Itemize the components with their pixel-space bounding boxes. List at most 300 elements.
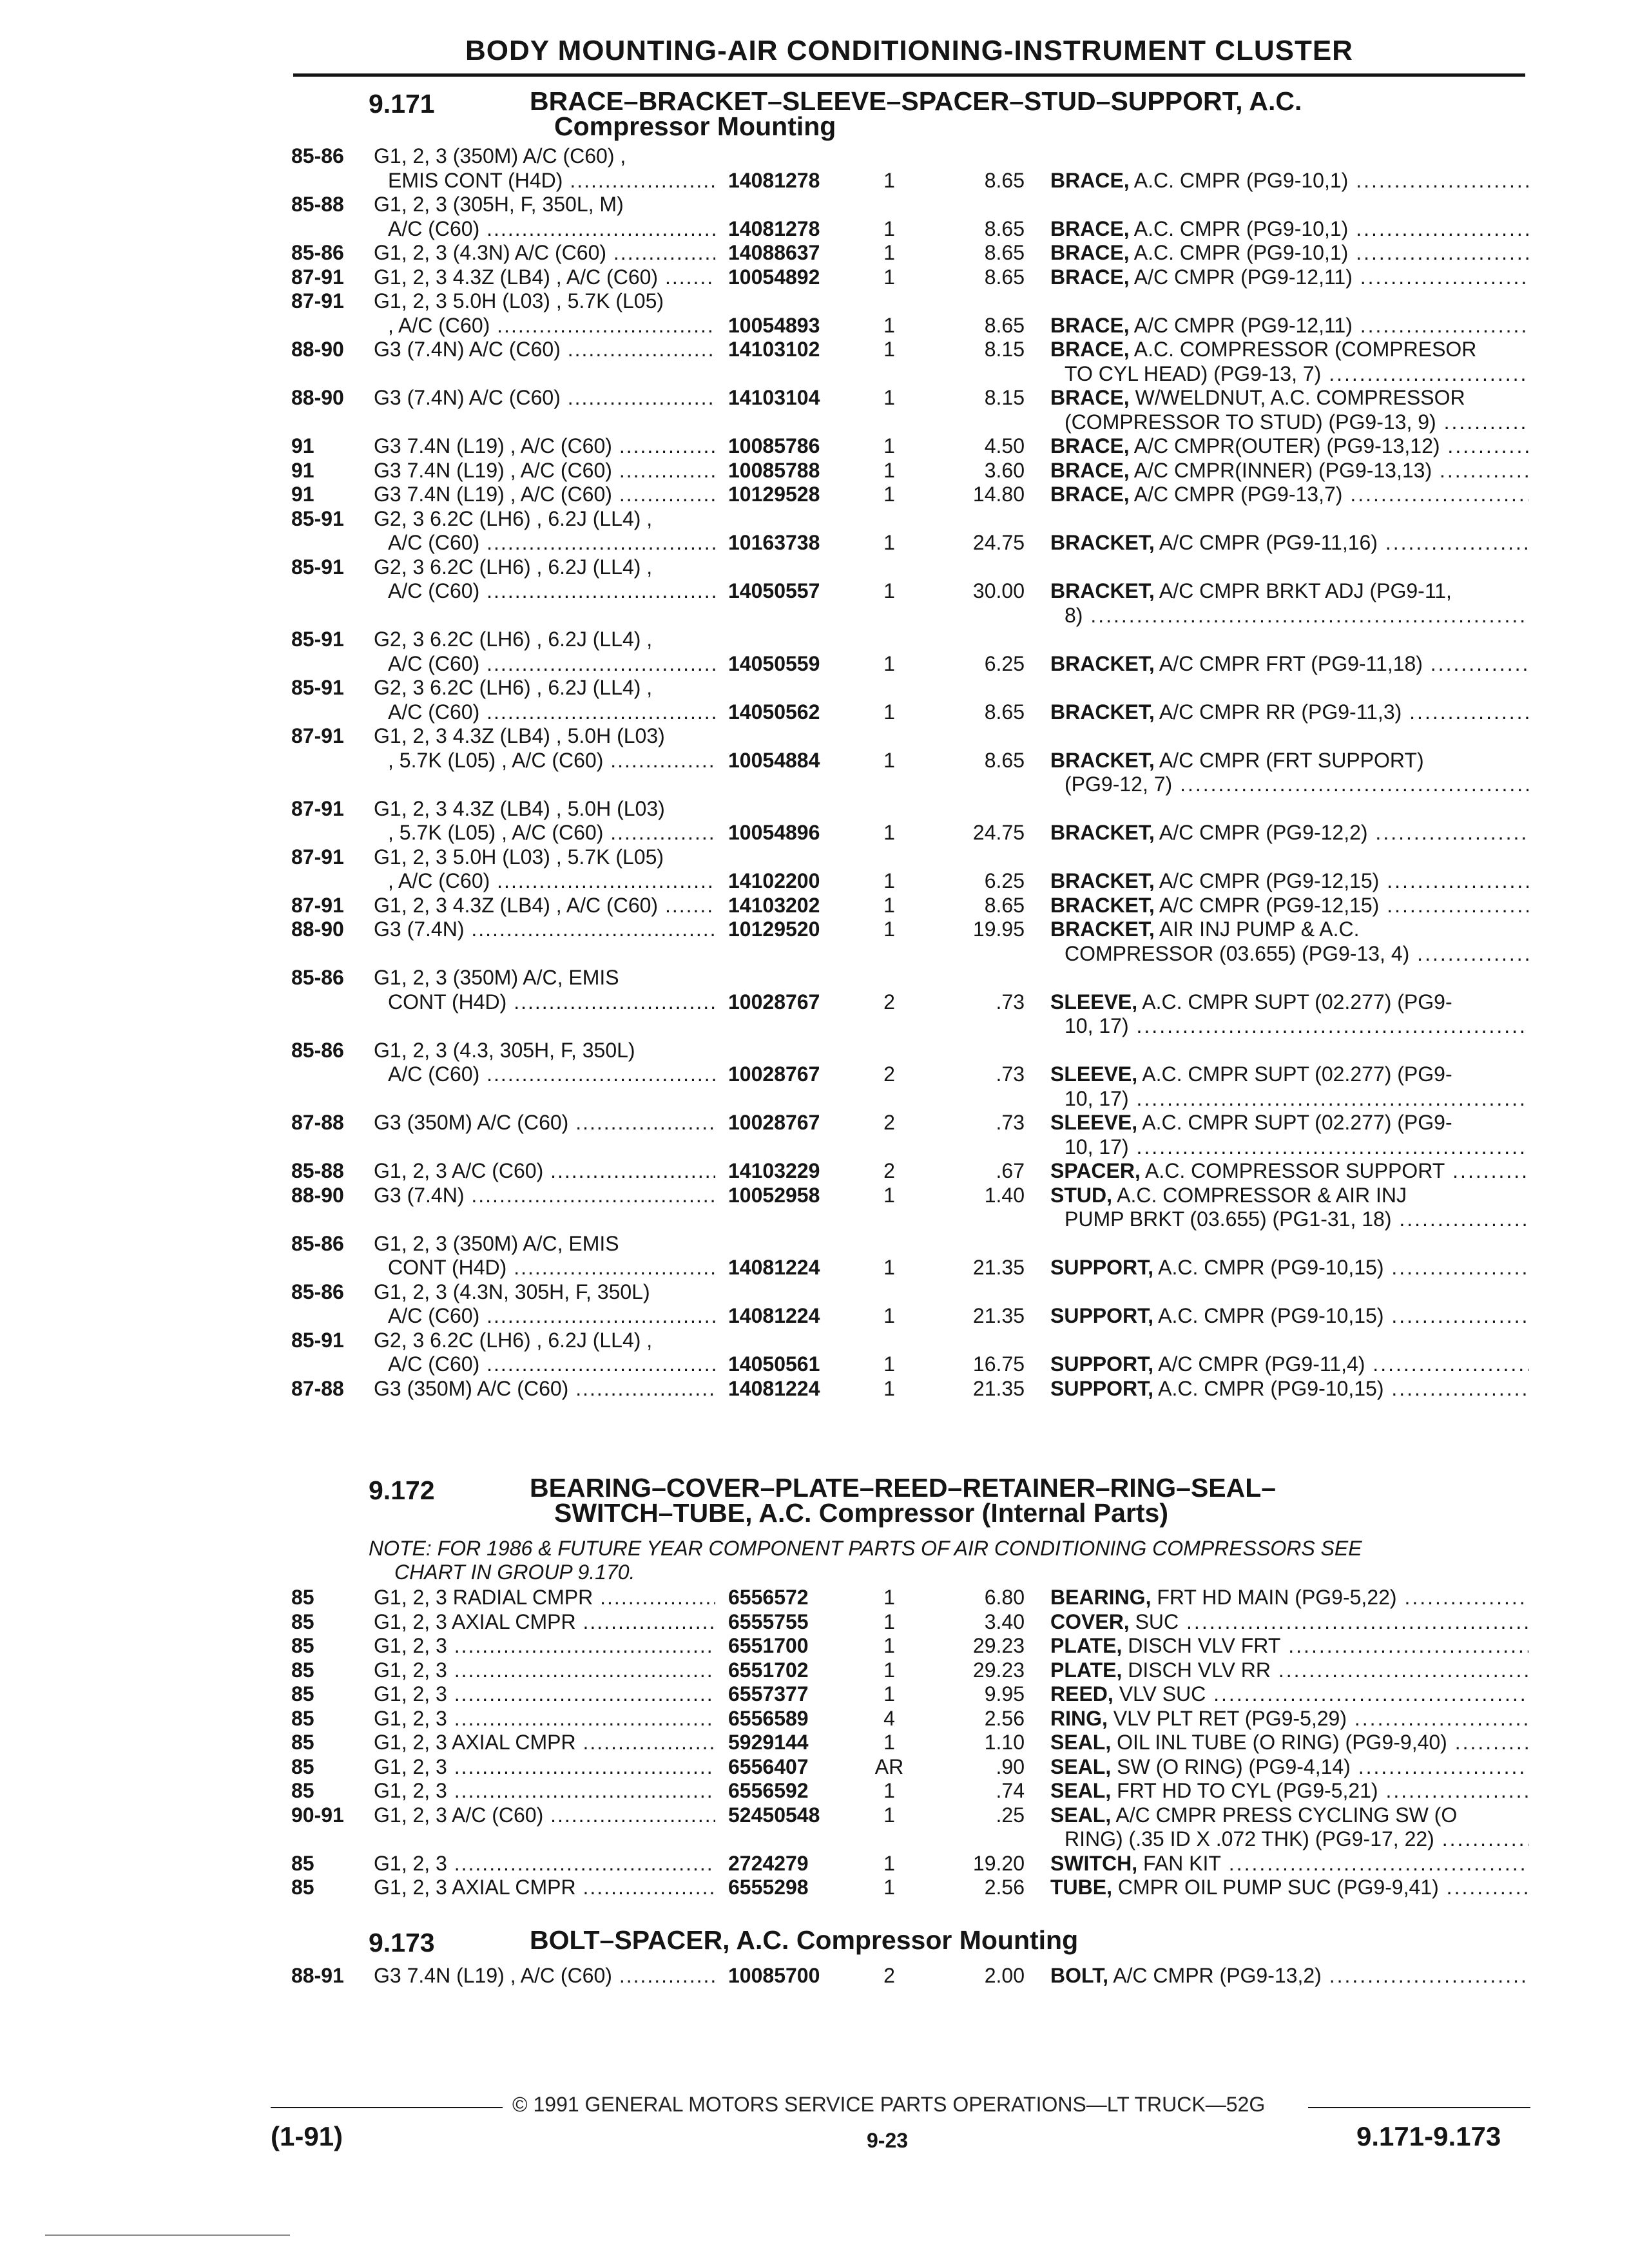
application-line: G1, 2, 3 (350M) A/C (C60) , [374,144,626,168]
application [374,894,715,918]
quantity: 1 [883,1183,895,1207]
price: 8.65 [984,313,1025,337]
price: 29.23 [972,1634,1025,1657]
application [374,193,715,241]
price: 6.25 [984,869,1025,892]
model-years: 91 [291,458,314,482]
price: 19.95 [972,918,1025,941]
model-years: 87-91 [291,845,344,869]
description [1050,1634,1528,1658]
page-title: BODY MOUNTING-AIR CONDITIONING-INSTRUMENT CLUSTER [465,35,1353,66]
part-name: SUPPORT, [1050,1304,1154,1327]
quantity: 1 [883,1634,895,1657]
description-text: A/C CMPR(INNER) (PG9-13,13) [1129,458,1432,482]
application-line: G1, 2, 3 RADIAL CMPR ..... [374,1586,715,1610]
application [374,386,715,410]
description [1050,265,1528,290]
description-text: A.C. CMPR SUPT (02.277) (PG9- [1137,990,1452,1014]
description [1050,1964,1528,1988]
part-number: 10163738 [728,531,820,554]
part-entry [0,1658,1629,1683]
description-text: A/C CMPR BRKT ADJ (PG9-11, [1154,579,1452,602]
description-text: A.C. COMPRESSOR SUPPORT [1140,1159,1445,1182]
quantity: 4 [883,1706,895,1730]
price: .73 [996,1111,1025,1134]
price: 1.40 [984,1183,1025,1207]
part-number: 10052958 [728,1183,820,1207]
quantity: 1 [883,1352,895,1376]
part-entry [0,459,1629,483]
section-title-line: BOLT–SPACER, A.C. Compressor Mounting [530,1925,1079,1955]
quantity: 1 [883,241,895,264]
quantity: 1 [883,1586,895,1609]
description-text: A.C. CMPR (PG9-10,1) [1129,168,1349,192]
part-number: 6556407 [728,1754,809,1778]
description-line [1050,531,1528,555]
part-name: BRACE, [1050,313,1130,337]
application-line: G1, 2, 3 (4.3N, 305H, F, 350L) [374,1280,650,1303]
model-years: 91 [291,483,314,506]
part-entry [0,1377,1629,1401]
application [374,1779,715,1803]
description-text: FAN KIT [1137,1851,1221,1875]
section-title [530,1475,1535,1526]
application [374,845,715,894]
description-line [1050,652,1528,677]
description [1050,652,1528,677]
application-line: A/C (C60) ..... [374,1062,715,1087]
description [1050,217,1528,242]
description [1050,1304,1528,1329]
part-name: COVER, [1050,1610,1130,1633]
part-number: 10085788 [728,458,820,482]
part-name: BOLT, [1050,1964,1109,1987]
application-line: G3 7.4N (L19) , A/C (C60) ..... [374,483,715,507]
application [374,1184,715,1208]
section-number: 9.172 [369,1475,435,1505]
part-name: PLATE, [1050,1658,1123,1682]
section-note [369,1537,1528,1584]
part-number: 6555755 [728,1610,809,1633]
description [1050,1256,1528,1280]
part-name: BRACE, [1050,458,1130,482]
quantity: 1 [883,1304,895,1327]
description-text: SW (O RING) (PG9-4,14) [1111,1754,1351,1778]
description [1050,1803,1528,1852]
part-number: 14050562 [728,700,820,724]
model-years: 87-88 [291,1376,344,1400]
part-name: SLEEVE, [1050,1062,1138,1086]
application [374,459,715,483]
part-number: 10129520 [728,918,820,941]
description-text: A/C CMPR (PG9-11,4) [1153,1352,1365,1376]
model-years: 85 [291,1779,314,1802]
part-number: 10085786 [728,434,820,457]
model-years: 85-86 [291,1280,344,1303]
application-line: G3 (7.4N) ..... [374,918,715,942]
part-name: RING, [1050,1706,1108,1730]
price: 8.65 [984,241,1025,264]
quantity: 1 [883,458,895,482]
part-number: 14103202 [728,893,820,917]
price: 3.60 [984,458,1025,482]
part-name: BRACE, [1050,434,1130,457]
application [374,507,715,555]
part-name: SLEEVE, [1050,1111,1138,1134]
application-line: G1, 2, 3 5.0H (L03) , 5.7K (L05) [374,289,664,312]
quantity: 1 [883,1779,895,1802]
application [374,1803,715,1828]
quantity: 1 [883,338,895,361]
part-number: 14050557 [728,579,820,602]
part-name: REED, [1050,1682,1113,1706]
description-line [1050,869,1528,894]
price: 8.65 [984,216,1025,240]
description-line [1050,314,1528,338]
part-entry [0,1779,1629,1803]
part-number: 2724279 [728,1851,809,1875]
part-entry [0,1159,1629,1184]
part-number: 6556592 [728,1779,809,1802]
part-number: 10054884 [728,748,820,772]
part-number: 6556589 [728,1706,809,1730]
description-line: (COMPRESSOR TO STUD) (PG9-13, 9) ..... [1050,410,1528,435]
part-name: BRACE, [1050,338,1130,361]
price: 8.65 [984,700,1025,724]
description-text: A.C. COMPRESSOR & AIR INJ [1112,1183,1407,1207]
description-text: A.C. CMPR SUPT (02.277) (PG9- [1137,1111,1452,1134]
application [374,1280,715,1329]
model-years: 85-86 [291,1231,344,1255]
description-line [1050,1586,1528,1610]
part-number: 14103104 [728,386,820,409]
price: .67 [996,1159,1025,1182]
description-line [1050,1184,1528,1208]
description-text: A/C CMPR (PG9-13,2) [1108,1964,1322,1987]
part-entry [0,797,1629,845]
price: 6.80 [984,1586,1025,1609]
part-number: 6556572 [728,1586,809,1609]
part-name: SWITCH, [1050,1851,1138,1875]
quantity: 1 [883,1803,895,1827]
section-title-line: BEARING–COVER–PLATE–REED–RETAINER–RING–SEAL– [530,1473,1277,1503]
description-line [1050,1682,1528,1707]
quantity: 1 [883,1610,895,1633]
application [374,966,715,1014]
description [1050,1586,1528,1610]
description-line [1050,749,1528,773]
description [1050,1755,1528,1780]
part-entry [0,1634,1629,1658]
part-entry [0,894,1629,918]
quantity: 1 [883,1658,895,1682]
description-text: OIL INL TUBE (O RING) (PG9-9,40) [1111,1731,1447,1754]
model-years: 85-88 [291,193,344,216]
part-name: BRACKET, [1050,579,1155,602]
part-name: BRACKET, [1050,700,1155,724]
footer-rule-left [271,2107,503,2108]
application-line: A/C (C60) ..... [374,217,715,242]
application [374,628,715,676]
application-line: G2, 3 6.2C (LH6) , 6.2J (LL4) , [374,628,653,651]
model-years: 85 [291,1706,314,1730]
part-name: SEAL, [1050,1803,1112,1827]
part-name: SUPPORT, [1050,1352,1154,1376]
description [1050,483,1528,507]
description [1050,1731,1528,1755]
model-years: 85-88 [291,1159,344,1182]
description [1050,1062,1528,1111]
description [1050,821,1528,845]
description-line [1050,1876,1528,1900]
part-entry [0,966,1629,1037]
description-line [1050,1658,1528,1683]
footer-date: (1-91) [271,2121,343,2151]
description [1050,1682,1528,1707]
part-entry [0,1803,1629,1852]
description [1050,990,1528,1039]
description-text: A/C CMPR (PG9-12,11) [1129,313,1353,337]
model-years: 85-86 [291,241,344,264]
description-text: A/C CMPR RR (PG9-11,3) [1154,700,1402,724]
application-line: G3 (350M) A/C (C60) ..... [374,1377,715,1401]
part-name: SEAL, [1050,1731,1112,1754]
price: 1.10 [984,1731,1025,1754]
part-name: BRACE, [1050,168,1130,192]
section-number: 9.171 [369,89,435,119]
application-line: G3 (7.4N) A/C (C60) ..... [374,386,715,410]
price: 8.65 [984,748,1025,772]
model-years: 87-91 [291,724,344,747]
part-entry [0,1755,1629,1780]
description [1050,579,1528,628]
part-number: 10028767 [728,1111,820,1134]
description-text: A.C. CMPR SUPT (02.277) (PG9- [1137,1062,1452,1086]
description-text: A/C CMPR (PG9-12,2) [1154,821,1368,844]
quantity: 1 [883,216,895,240]
model-years: 85 [291,1731,314,1754]
application [374,1852,715,1876]
description-line [1050,1610,1528,1635]
note-line: NOTE: FOR 1986 & FUTURE YEAR COMPONENT PARTS OF AIR CONDITIONING COMPRESSORS SEE [369,1537,1362,1560]
description [1050,1610,1528,1635]
part-name: SEAL, [1050,1779,1112,1802]
application-line: G1, 2, 3 A/C (C60) ..... [374,1159,715,1184]
model-years: 85-91 [291,628,344,651]
application-line: G3 (350M) A/C (C60) ..... [374,1111,715,1135]
part-entry [0,483,1629,507]
footer-copyright: © 1991 GENERAL MOTORS SERVICE PARTS OPERATIONS—LT TRUCK—52G [512,2093,1266,2116]
application-line: , 5.7K (L05) , A/C (C60) ..... [374,749,715,773]
description-text: A/C CMPR (FRT SUPPORT) [1154,748,1424,772]
page-header [293,32,1525,77]
description [1050,869,1528,894]
description-line [1050,579,1528,604]
description-line [1050,1852,1528,1876]
application [374,1682,715,1707]
quantity: 1 [883,700,895,724]
application [374,265,715,290]
part-entry [0,1232,1629,1280]
description-text: AIR INJ PUMP & A.C. [1154,918,1360,941]
description-text: A.C. COMPRESSOR (COMPRESOR [1129,338,1477,361]
part-name: BRACKET, [1050,651,1155,675]
part-entry [0,386,1629,434]
description-text: A/C CMPR PRESS CYCLING SW (O [1111,1803,1458,1827]
description-text: DISCH VLV RR [1122,1658,1271,1682]
quantity: 1 [883,434,895,457]
description-line [1050,386,1528,410]
description-line [1050,1111,1528,1135]
description-text: A.C. CMPR (PG9-10,1) [1129,216,1349,240]
application-line: , A/C (C60) ..... [374,314,715,338]
part-name: SUPPORT, [1050,1256,1154,1279]
description-line: (PG9-12, 7) ..... [1050,773,1528,797]
description-text: A/C CMPR (PG9-12,11) [1129,265,1353,289]
quantity: 2 [883,1111,895,1134]
application [374,1586,715,1610]
application [374,1039,715,1087]
part-name: BRACE, [1050,483,1130,506]
description-line [1050,338,1528,362]
quantity: 1 [883,748,895,772]
application-line: G1, 2, 3 5.0H (L03) , 5.7K (L05) [374,845,664,869]
part-name: BEARING, [1050,1586,1152,1609]
quantity: 2 [883,1159,895,1182]
description [1050,1658,1528,1683]
application-line: G1, 2, 3 AXIAL CMPR ..... [374,1610,715,1635]
description [1050,749,1528,797]
application-line: , 5.7K (L05) , A/C (C60) ..... [374,821,715,845]
application-line: G3 (7.4N) A/C (C60) ..... [374,338,715,362]
part-number: 14081224 [728,1304,820,1327]
price: .25 [996,1803,1025,1827]
description-line [1050,1634,1528,1658]
part-name: BRACKET, [1050,821,1155,844]
price: .74 [996,1779,1025,1802]
application-line: A/C (C60) ..... [374,652,715,677]
description [1050,459,1528,483]
quantity: 1 [883,893,895,917]
part-entry [0,1280,1629,1329]
application-line: A/C (C60) ..... [374,579,715,604]
part-number: 14081278 [728,216,820,240]
description [1050,338,1528,386]
description-line: 10, 17) ..... [1050,1135,1528,1160]
price: 24.75 [972,821,1025,844]
price: 29.23 [972,1658,1025,1682]
application [374,797,715,845]
application [374,338,715,362]
part-name: BRACKET, [1050,893,1155,917]
application [374,434,715,459]
price: 19.20 [972,1851,1025,1875]
application [374,1111,715,1135]
application-line: G1, 2, 3 (4.3, 305H, F, 350L) [374,1038,635,1062]
description-line [1050,1062,1528,1087]
price: 4.50 [984,434,1025,457]
quantity: 1 [883,1682,895,1706]
application-line: G1, 2, 3 4.3Z (LB4) , 5.0H (L03) [374,724,665,747]
application-line: A/C (C60) ..... [374,1352,715,1377]
application-line: , A/C (C60) ..... [374,869,715,894]
model-years: 87-88 [291,1111,344,1134]
part-number: 14081224 [728,1376,820,1400]
application-line: G1, 2, 3 ..... [374,1682,715,1707]
description-line [1050,1964,1528,1988]
part-number: 6555298 [728,1876,809,1899]
model-years: 85-86 [291,966,344,989]
description-text: A/C CMPR (PG9-11,16) [1154,531,1378,554]
application [374,289,715,338]
part-entry [0,1329,1629,1377]
section-title-line: Compressor Mounting [554,111,836,141]
quantity: 1 [883,651,895,675]
footer-page-number: 9-23 [867,2129,909,2152]
description [1050,1707,1528,1731]
model-years: 87-91 [291,289,344,312]
application [374,1876,715,1900]
part-number: 14103229 [728,1159,820,1182]
part-number: 14081278 [728,168,820,192]
description-line [1050,1159,1528,1184]
model-years: 85-91 [291,555,344,579]
application-line: G1, 2, 3 AXIAL CMPR ..... [374,1876,715,1900]
model-years: 87-91 [291,265,344,289]
description-line: RING) (.35 ID X .072 THK) (PG9-17, 22) ..... [1050,1827,1528,1852]
price: 3.40 [984,1610,1025,1633]
price: 30.00 [972,579,1025,602]
part-entry [0,144,1629,193]
description [1050,1111,1528,1159]
description-line: PUMP BRKT (03.655) (PG1-31, 18) ..... [1050,1207,1528,1232]
description-line [1050,1256,1528,1280]
part-number: 10028767 [728,1062,820,1086]
model-years: 87-91 [291,893,344,917]
model-years: 85 [291,1876,314,1899]
description-line: TO CYL HEAD) (PG9-13, 7) ..... [1050,362,1528,387]
description-line [1050,483,1528,507]
part-entry [0,918,1629,966]
model-years: 88-90 [291,918,344,941]
application-line: G1, 2, 3 ..... [374,1634,715,1658]
application [374,1658,715,1683]
part-entry [0,1682,1629,1707]
application-line: G1, 2, 3 ..... [374,1658,715,1683]
quantity: 1 [883,1851,895,1875]
description-line [1050,700,1528,725]
application [374,1232,715,1280]
model-years: 88-90 [291,1183,344,1207]
part-name: BRACKET, [1050,531,1155,554]
part-entry [0,1184,1629,1232]
description [1050,314,1528,338]
application [374,555,715,604]
description-text: SUC [1129,1610,1179,1633]
price: 6.25 [984,651,1025,675]
quantity: 1 [883,1256,895,1279]
description [1050,1352,1528,1377]
description [1050,1852,1528,1876]
model-years: 85-91 [291,1328,344,1352]
part-number: 14081224 [728,1256,820,1279]
description [1050,894,1528,918]
price: 14.80 [972,483,1025,506]
application-line: A/C (C60) ..... [374,531,715,555]
part-name: BRACE, [1050,241,1130,264]
quantity: 1 [883,869,895,892]
description [1050,1184,1528,1232]
